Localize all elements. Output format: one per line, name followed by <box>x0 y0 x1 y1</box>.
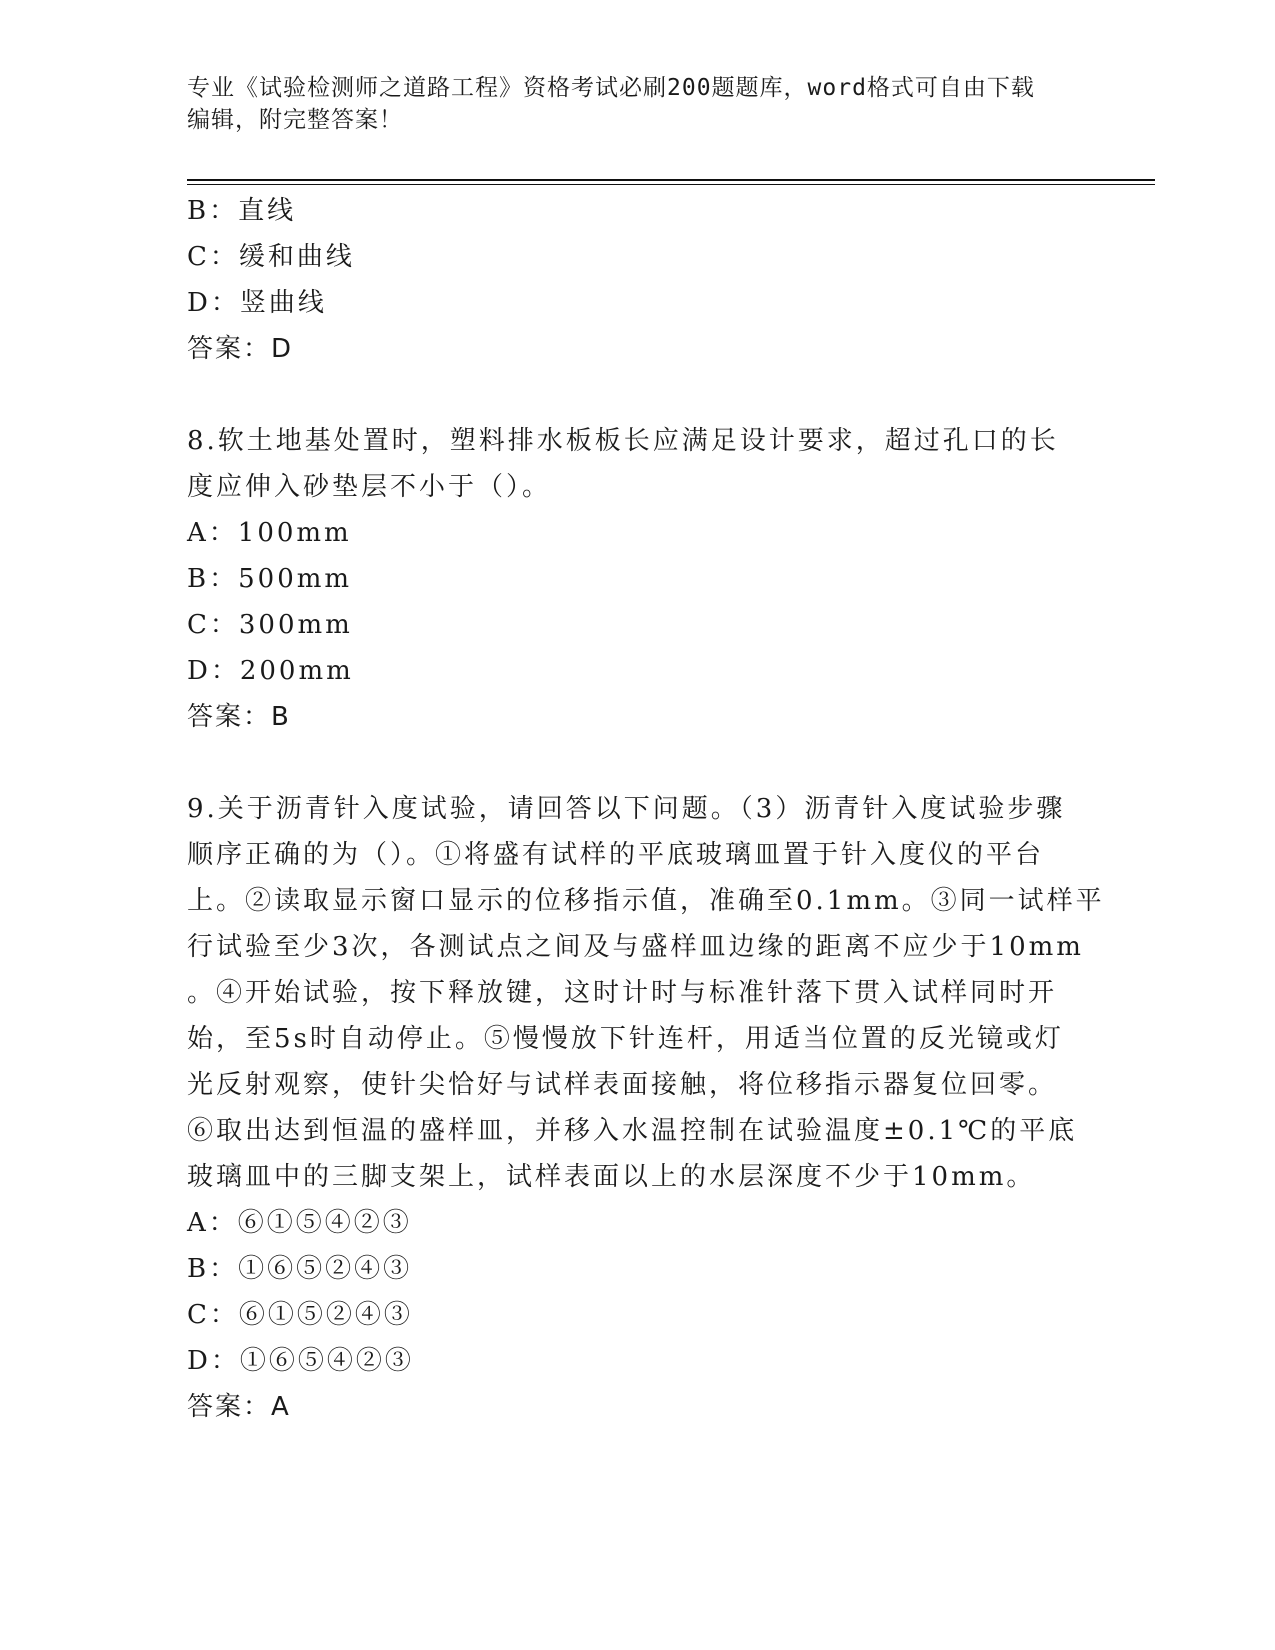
document-header <box>187 72 1087 136</box>
spacer <box>187 372 1087 418</box>
answer-line: 答案：B <box>187 702 291 732</box>
option-b: B：直线 <box>187 196 297 226</box>
header-line-2: 编辑，附完整答案！ <box>187 107 403 133</box>
question-stem-line: 9.关于沥青针入度试验，请回答以下问题。（3）沥青针入度试验步骤 <box>187 794 1066 824</box>
document-body <box>187 188 1105 1430</box>
option-b: B：①⑥⑤②④③ <box>187 1254 413 1284</box>
question-stem-line: 光反射观察，使针尖恰好与试样表面接触，将位移指示器复位回零。 <box>187 1070 1058 1100</box>
option-b: B：500mm <box>187 564 353 594</box>
answer-line: 答案：A <box>187 1392 291 1422</box>
option-d: D：①⑥⑤④②③ <box>187 1346 414 1376</box>
question-stem-line: 顺序正确的为（）。①将盛有试样的平底玻璃皿置于针入度仪的平台 <box>187 840 1045 870</box>
question-stem <box>187 786 1105 1200</box>
question-7-tail <box>187 188 1087 372</box>
header-line-1: 专业《试验检测师之道路工程》资格考试必刷200题题库，word格式可自由下载 <box>187 75 1035 101</box>
option-d: D：200mm <box>187 656 354 686</box>
question-stem-line: ⑥取出达到恒温的盛样皿，并移入水温控制在试验温度±0.1℃的平底 <box>187 1116 1078 1146</box>
question-stem-line: 度应伸入砂垫层不小于（）。 <box>187 472 552 502</box>
question-8 <box>187 418 1087 740</box>
option-a: A：100mm <box>187 518 352 548</box>
question-stem-line: 玻璃皿中的三脚支架上，试样表面以上的水层深度不少于10mm。 <box>187 1162 1036 1192</box>
question-stem-line: 始，至5s时自动停止。⑤慢慢放下针连杆，用适当位置的反光镜或灯 <box>187 1024 1064 1054</box>
question-stem-line: 上。②读取显示窗口显示的位移指示值，准确至0.1mm。③同一试样平 <box>187 886 1105 916</box>
question-stem-line: 。④开始试验，按下释放键，这时计时与标准针落下贯入试样同时开 <box>187 978 1058 1008</box>
spacer <box>187 740 1087 786</box>
header-rule-thin <box>187 184 1155 185</box>
answer-line: 答案：D <box>187 334 294 364</box>
option-d: D：竖曲线 <box>187 288 327 318</box>
question-stem-line: 8.软土地基处置时，塑料排水板板长应满足设计要求，超过孔口的长 <box>187 426 1059 456</box>
option-c: C：缓和曲线 <box>187 242 355 272</box>
option-c: C：⑥①⑤②④③ <box>187 1300 413 1330</box>
question-stem <box>187 418 1087 510</box>
question-9 <box>187 786 1105 1430</box>
header-rule-thick <box>187 179 1155 181</box>
option-a: A：⑥①⑤④②③ <box>187 1208 412 1238</box>
option-c: C：300mm <box>187 610 353 640</box>
question-stem-line: 行试验至少3次，各测试点之间及与盛样皿边缘的距离不应少于10mm <box>187 932 1084 962</box>
